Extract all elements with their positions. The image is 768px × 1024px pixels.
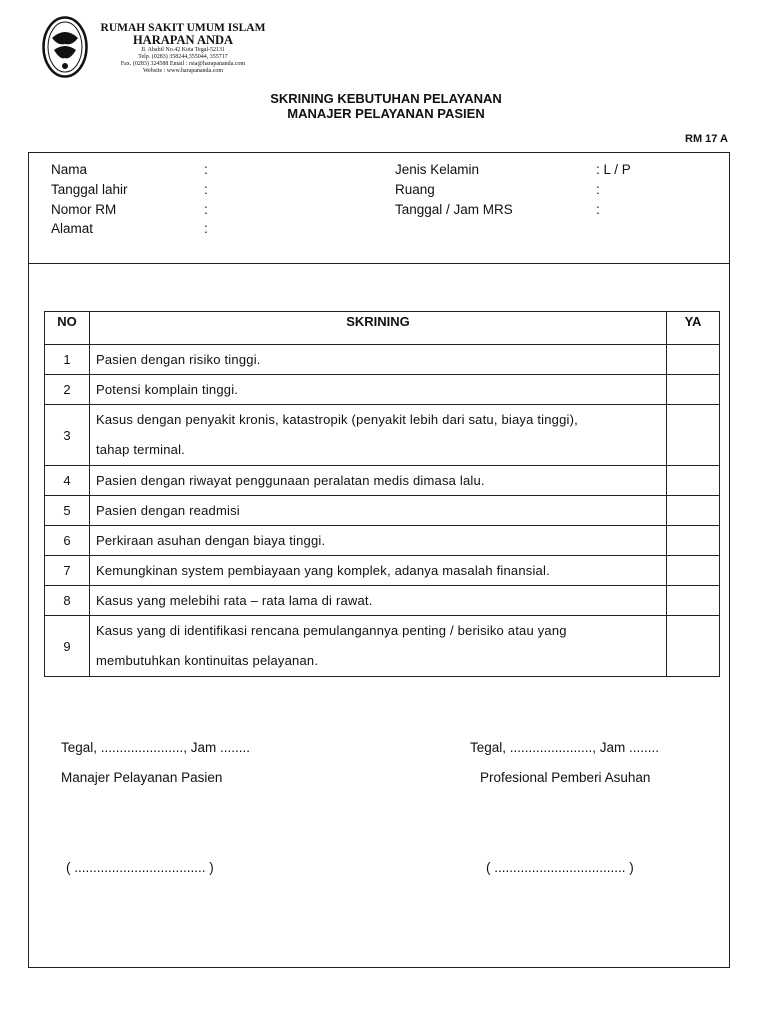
header-no: NO xyxy=(45,312,90,345)
right-date-line[interactable]: Tegal, ......................, Jam ........ xyxy=(470,740,660,755)
screening-table xyxy=(44,311,720,677)
row-text xyxy=(90,405,667,466)
label-nomor-rm: Nomor RM xyxy=(51,202,117,217)
hospital-name: RUMAH SAKIT UMUM ISLAM xyxy=(100,22,266,34)
right-signature-name[interactable]: ( ................................... ) xyxy=(486,860,634,875)
table-row xyxy=(45,616,720,677)
label-ruang: Ruang xyxy=(395,182,435,197)
row-number: 7 xyxy=(45,556,90,586)
colon-alamat[interactable]: : xyxy=(204,221,208,236)
form-title-line1: SKRINING KEBUTUHAN PELAYANAN xyxy=(270,91,502,106)
ya-cell[interactable] xyxy=(667,345,720,375)
right-role: Profesional Pemberi Asuhan xyxy=(480,770,651,785)
section-divider xyxy=(29,263,729,264)
left-signature-name[interactable]: ( ................................... ) xyxy=(66,860,214,875)
row-text: Kemungkinan system pembiayaan yang komplek, adanya masalah finansial. xyxy=(90,556,667,586)
table-header-row xyxy=(45,312,720,345)
row-text: Pasien dengan risiko tinggi. xyxy=(90,345,667,375)
ya-cell[interactable] xyxy=(667,526,720,556)
table-row xyxy=(45,556,720,586)
row-text-line1: Kasus dengan penyakit kronis, katastropik (penyakit lebih dari satu, biaya tinggi), xyxy=(96,412,578,427)
colon-tanggal-jam-mrs[interactable]: : xyxy=(596,202,600,217)
colon-nomor-rm[interactable]: : xyxy=(204,202,208,217)
left-date-line[interactable]: Tegal, ......................, Jam ........ xyxy=(61,740,251,755)
row-number: 8 xyxy=(45,586,90,616)
row-text: Pasien dengan readmisi xyxy=(90,496,667,526)
hospital-subname: HARAPAN ANDA xyxy=(132,33,234,47)
table-row xyxy=(45,405,720,466)
row-number: 4 xyxy=(45,466,90,496)
label-alamat: Alamat xyxy=(51,221,94,236)
ya-cell[interactable] xyxy=(667,405,720,466)
header-ya: YA xyxy=(667,312,720,345)
ya-cell[interactable] xyxy=(667,616,720,677)
table-row xyxy=(45,466,720,496)
row-text: Kasus yang melebihi rata – rata lama di rawat. xyxy=(90,586,667,616)
ya-cell[interactable] xyxy=(667,556,720,586)
ya-cell[interactable] xyxy=(667,375,720,405)
table-row xyxy=(45,586,720,616)
hospital-logo xyxy=(42,16,88,78)
row-number: 2 xyxy=(45,375,90,405)
colon-nama[interactable]: : xyxy=(204,162,208,177)
label-tanggal-lahir: Tanggal lahir xyxy=(51,182,128,197)
label-jenis-kelamin: Jenis Kelamin xyxy=(395,162,480,177)
header-skrining: SKRINING xyxy=(90,312,667,345)
label-tanggal-jam-mrs: Tanggal / Jam MRS xyxy=(395,202,513,217)
ya-cell[interactable] xyxy=(667,466,720,496)
hospital-fax-email: Fax. (0283) 324588 Email : rsia@harapananda.com xyxy=(120,61,246,67)
row-text-line2: membutuhkan kontinuitas pelayanan. xyxy=(96,653,319,668)
row-number: 5 xyxy=(45,496,90,526)
table-row xyxy=(45,375,720,405)
hospital-header xyxy=(96,22,270,75)
row-number: 9 xyxy=(45,616,90,677)
row-number: 1 xyxy=(45,345,90,375)
row-text-line2: tahap terminal. xyxy=(96,442,185,457)
label-nama: Nama xyxy=(51,162,88,177)
hospital-phone: Telp. (0283) 358244,355044, 355717 xyxy=(138,54,228,60)
hospital-address: Jl. Ababil No.42 Kota Tegal-52131 xyxy=(140,47,226,53)
row-text: Potensi komplain tinggi. xyxy=(90,375,667,405)
table-row xyxy=(45,496,720,526)
row-text: Pasien dengan riwayat penggunaan peralatan medis dimasa lalu. xyxy=(90,466,667,496)
table-row xyxy=(45,526,720,556)
row-text-line1: Kasus yang di identifikasi rencana pemulangannya penting / berisiko atau yang xyxy=(96,623,567,638)
ya-cell[interactable] xyxy=(667,586,720,616)
row-text: Perkiraan asuhan dengan biaya tinggi. xyxy=(90,526,667,556)
table-row xyxy=(45,345,720,375)
row-number: 6 xyxy=(45,526,90,556)
hospital-website: Website : www.harapananda.com xyxy=(142,68,224,74)
row-number: 3 xyxy=(45,405,90,466)
row-text xyxy=(90,616,667,677)
colon-tanggal-lahir[interactable]: : xyxy=(204,182,208,197)
left-role: Manajer Pelayanan Pasien xyxy=(61,770,223,785)
colon-ruang[interactable]: : xyxy=(596,182,600,197)
form-title-line2: MANAJER PELAYANAN PASIEN xyxy=(287,106,485,121)
value-jenis-kelamin[interactable]: : L / P xyxy=(596,162,631,177)
rm-code: RM 17 A xyxy=(685,133,728,145)
ya-cell[interactable] xyxy=(667,496,720,526)
